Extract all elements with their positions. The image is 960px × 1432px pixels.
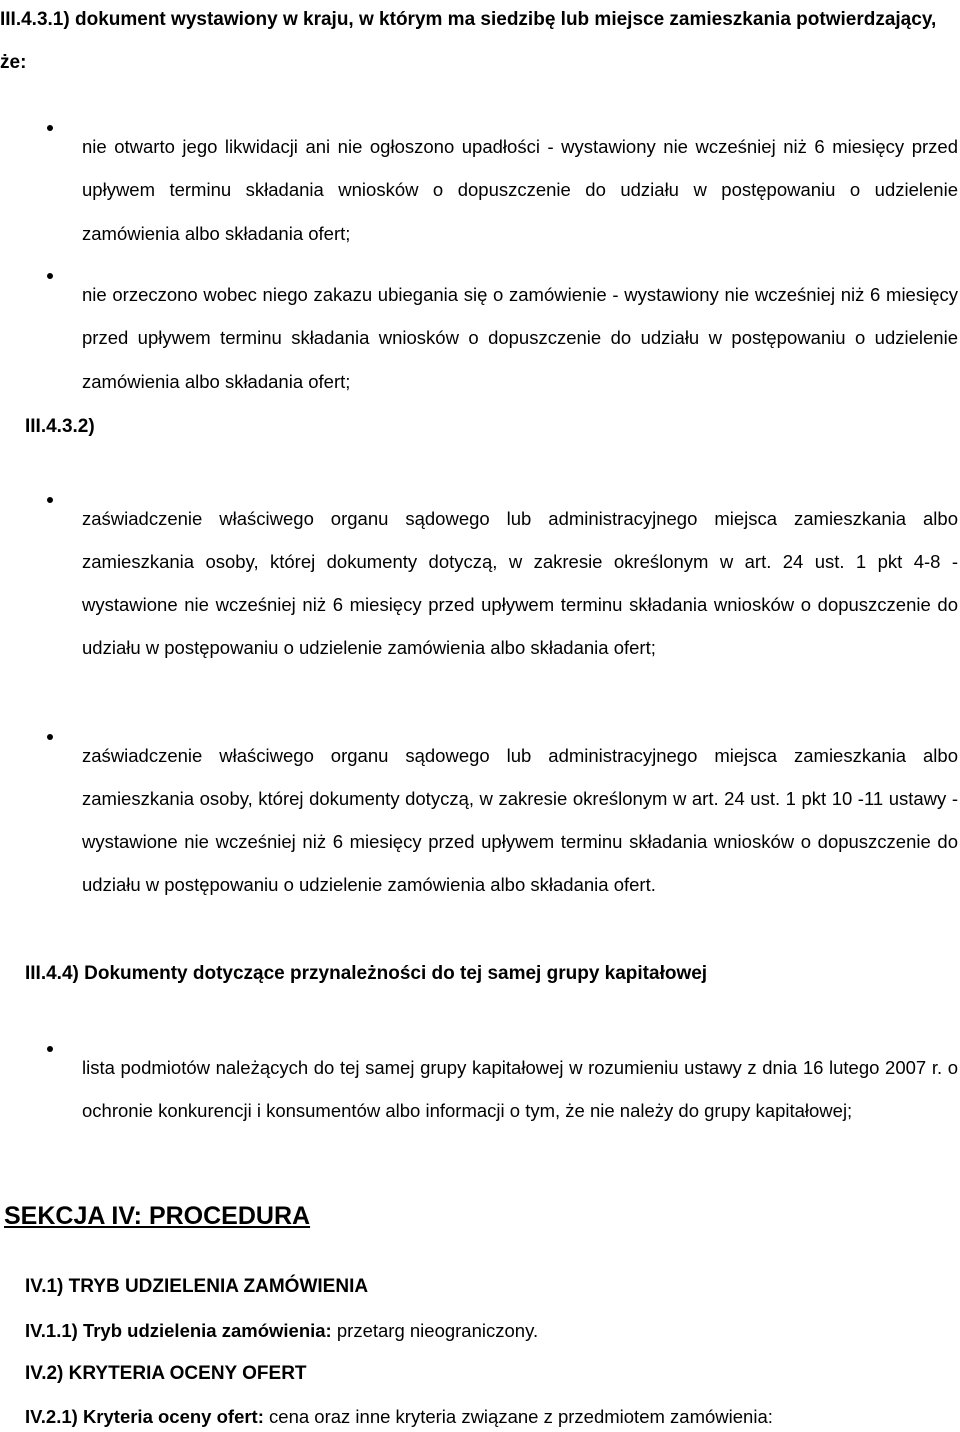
bullet-icon	[47, 273, 53, 279]
heading-iv-1: IV.1) TRYB UDZIELENIA ZAMÓWIENIA	[25, 1276, 369, 1297]
list-item: lista podmiotów należących do tej samej grupy kapitałowej w rozumieniu ustawy z dnia 16 lutego 2007 r. o ochronie konkurencji i konsumentów albo informacji o tym, że nie należy do grupy kapitałowej;	[82, 1056, 958, 1121]
bullet-icon	[47, 497, 53, 503]
bullet-icon	[47, 125, 53, 131]
criteria-value: cena oraz inne kryteria związane z przedmiotem zamówienia:	[263, 1406, 773, 1427]
heading-iii-4-3-1: III.4.3.1) dokument wystawiony w kraju, w którym ma siedzibę lub miejsce zamieszkania potwierdzający, że:	[0, 9, 937, 73]
heading-iv-2: IV.2) KRYTERIA OCENY OFERT	[25, 1363, 307, 1384]
list-item: zaświadczenie właściwego organu sądowego lub administracyjnego miejsca zamieszkania albo zamieszkania osoby, której dokumenty dotyczą, w zakresie określonym w art. 24 ust. 1 pkt 10 -11 ustawy - wystawione nie wcześniej niż 6 miesięcy przed upływem terminu składania wniosków o dopuszczenie do udziału w postępowaniu o udzielenie zamówienia albo składania ofert.	[82, 744, 958, 895]
list-item: nie orzeczono wobec niego zakazu ubiegania się o zamówienie - wystawiony nie wcześniej niż 6 miesięcy przed upływem terminu składania wniosków o dopuszczenie do udziału w postępowaniu o udzielenie zamówienia albo składania ofert;	[82, 283, 958, 392]
procedure-type-row	[25, 1320, 538, 1342]
bullet-icon	[47, 1046, 53, 1052]
list-item: nie otwarto jego likwidacji ani nie ogłoszono upadłości - wystawiony nie wcześniej niż 6 miesięcy przed upływem terminu składania wniosków o dopuszczenie do udziału w postępowaniu o udzielenie zamówienia albo składania ofert;	[82, 135, 958, 244]
heading-iii-4-4: III.4.4) Dokumenty dotyczące przynależności do tej samej grupy kapitałowej	[25, 963, 708, 984]
bullet-icon	[47, 734, 53, 740]
criteria-label: IV.2.1) Kryteria oceny ofert:	[25, 1406, 264, 1427]
criteria-row	[25, 1406, 773, 1428]
procedure-type-value: przetarg nieograniczony.	[331, 1320, 539, 1341]
procedure-type-label: IV.1.1) Tryb udzielenia zamówienia:	[25, 1320, 332, 1341]
list-item: zaświadczenie właściwego organu sądowego lub administracyjnego miejsca zamieszkania albo zamieszkania osoby, której dokumenty dotyczą, w zakresie określonym w art. 24 ust. 1 pkt 4-8 - wystawione nie wcześniej niż 6 miesięcy przed upływem terminu składania wniosków o dopuszczenie do udziału w postępowaniu o udzielenie zamówienia albo składania ofert;	[82, 507, 958, 658]
section-title: SEKCJA IV: PROCEDURA	[4, 1202, 311, 1230]
heading-iii-4-3-2: III.4.3.2)	[25, 416, 95, 437]
